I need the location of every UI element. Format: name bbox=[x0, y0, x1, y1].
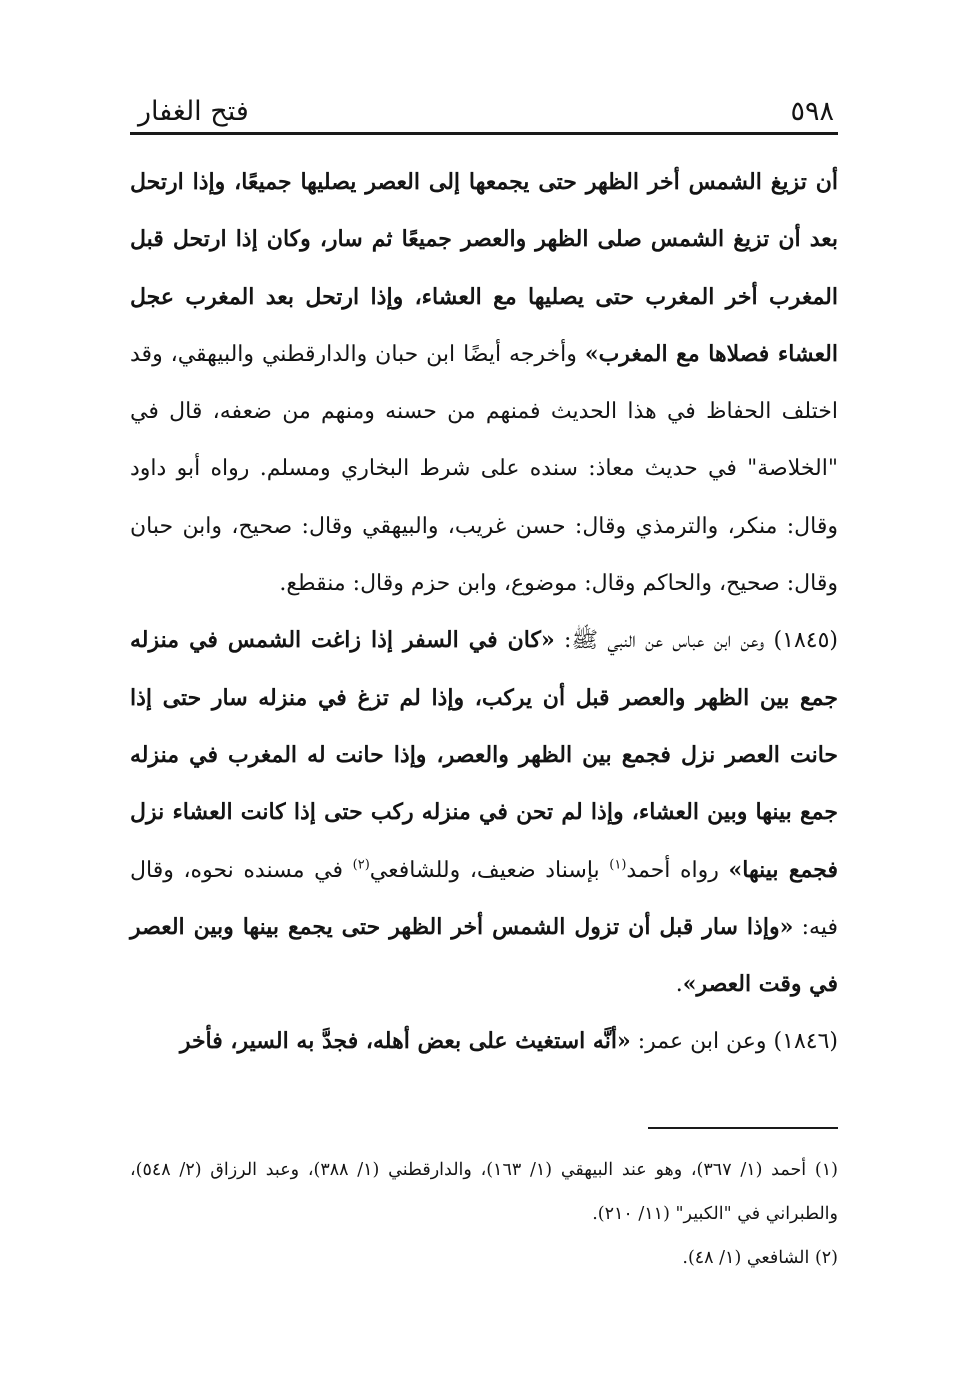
page-number: ٥٩٨ bbox=[790, 96, 834, 127]
commentary-text: بإسناد ضعيف، وللشافعي bbox=[369, 857, 610, 883]
paragraph-1846 bbox=[130, 1013, 838, 1070]
main-text bbox=[130, 154, 838, 1071]
hadith-text-bold: «وإذا سار قبل أن تزول الشمس أخر الظهر حتى يجمع بينها وبين العصر في وقت العصر» bbox=[130, 913, 838, 998]
paragraph-1845 bbox=[130, 612, 838, 1013]
commentary-text: في مسنده نحوه، وقال فيه: bbox=[130, 857, 838, 940]
hadith-intro: (١٨٤٥) وعن ابن عباس عن النبي ﷺ: bbox=[554, 628, 838, 654]
paragraph-1 bbox=[130, 154, 838, 612]
hadith-text-bold: «أنَّه استغيث على بعض أهله، فجدَّ به السير، فأخر bbox=[179, 1028, 631, 1055]
hadith-text-bold: أن تزيغ الشمس أخر الظهر حتى يجمعها إلى العصر يصليها جميعًا، وإذا ارتحل بعد أن تزيغ الشمس صلى الظهر والعصر جميعًا ثم سار، وكان إذا ارتحل قبل المغرب أخر المغرب حتى يصليها مع العشاء، وإذا ارتحل بعد المغرب عجل العشاء فصلاها مع المغرب» bbox=[130, 169, 838, 367]
footnote-1: (١) أحمد (١/ ٣٦٧)، وهو عند البيهقي (١/ ١٦٣)، والدارقطني (١/ ٣٨٨)، وعبد الرزاق (٢/ ٥٤٨)، والطبراني في "الكبير" (١١/ ٢١٠). bbox=[130, 1160, 838, 1224]
footnote-marker-2[interactable]: (٢) bbox=[352, 857, 370, 873]
footnotes bbox=[130, 1148, 838, 1280]
footnote-marker-1[interactable]: (١) bbox=[609, 857, 627, 873]
footnote-divider bbox=[648, 1127, 838, 1129]
footnote-2: (٢) الشافعي (١/ ٤٨). bbox=[682, 1248, 838, 1268]
commentary-text: وأخرجه أيضًا ابن حبان والدارقطني والبيهقي، وقد اختلف الحفاظ في هذا الحديث فمنهم من حسنه ومنهم من ضعفه، قال في "الخلاصة" في حديث معاذ: سنده على شرط البخاري ومسلم. رواه أبو داود وقال: منكر، والترمذي وقال: حسن غريب، والبيهقي وقال: صحيح، وابن حبان وقال: صحيح، والحاكم وقال: موضوع، وابن حزم وقال: منقطع. bbox=[130, 341, 838, 597]
sentence-end: . bbox=[675, 972, 683, 998]
running-title: فتح الغفار bbox=[138, 96, 249, 127]
hadith-text-bold: «كان في السفر إذا زاغت الشمس في منزله جمع بين الظهر والعصر قبل أن يركب، وإذا لم تزغ في منزله سار حتى إذا حانت العصر نزل فجمع بين الظهر والعصر، وإذا حانت له المغرب في منزله جمع بينها وبين العشاء، وإذا لم تحن في منزله ركب حتى إذا كانت العشاء نزل فجمع بينها» bbox=[130, 627, 838, 883]
hadith-intro: (١٨٤٦) وعن ابن عمر: bbox=[630, 1029, 838, 1055]
page-header bbox=[130, 92, 838, 135]
commentary-text: رواه أحمد bbox=[626, 857, 729, 883]
